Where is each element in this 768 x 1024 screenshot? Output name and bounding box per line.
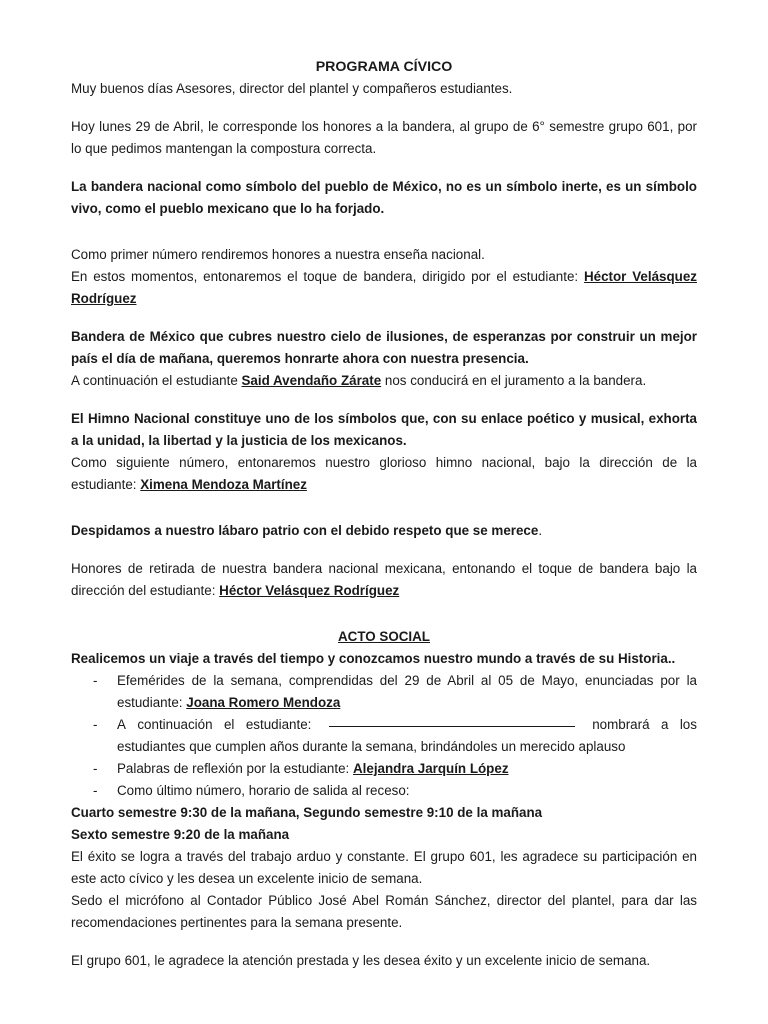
- greeting-paragraph: Muy buenos días Asesores, director del plantel y compañeros estudiantes.: [71, 81, 513, 96]
- horario-line-2: Sexto semestre 9:20 de la mañana: [71, 827, 290, 842]
- exito-paragraph: El éxito se logra a través del trabajo arduo y constante. El grupo 601, les agradece su participación en este acto cívico y les desea un excelente inicio de semana.: [71, 849, 697, 886]
- viaje-paragraph: Realicemos un viaje a través del tiempo y conozcamos nuestro mundo a través de su Historia..: [71, 651, 676, 666]
- reflexion-student-name: Alejandra Jarquín López: [353, 761, 509, 776]
- bandera-poem-paragraph: Bandera de México que cubres nuestro cielo de ilusiones, de esperanzas por construir un mejor país el día de mañana, queremos honrarte ahora con nuestra presencia.: [71, 329, 697, 366]
- cumpleanos-word: a: [660, 717, 669, 732]
- receso-text: Como último número, horario de salida al receso:: [117, 783, 410, 798]
- first-number-paragraph: Como primer número rendiremos honores a nuestra enseña nacional.: [71, 247, 485, 262]
- juramento-post-text: nos conducirá en el juramento a la bandera.: [384, 373, 647, 388]
- despedida-paragraph: [71, 520, 697, 542]
- microfono-paragraph: Sedo el micrófono al Contador Público José Abel Román Sánchez, director del plantel, para dar las recomendaciones pertinentes para la semana presente.: [71, 893, 697, 930]
- himno-direction-paragraph: [71, 452, 697, 496]
- list-item: [71, 714, 697, 758]
- acto-social-list: [71, 670, 697, 802]
- cumpleanos-word: los: [679, 717, 697, 732]
- cierre-paragraph: El grupo 601, le agradece la atención prestada y les desea éxito y un excelente inicio de semana.: [71, 953, 651, 968]
- retirada-paragraph: [71, 558, 697, 602]
- reflexion-text: Palabras de reflexión por la estudiante:: [117, 761, 350, 776]
- retirada-text: Honores de retirada de nuestra bandera nacional mexicana, entonando el toque de bandera bajo la dirección del estudiante:: [71, 561, 697, 598]
- toque-student-name: Héctor Velásquez Rodríguez: [71, 269, 697, 306]
- student-name-blank: [329, 714, 575, 727]
- list-item: [71, 670, 697, 714]
- retirada-student-name: Héctor Velásquez Rodríguez: [219, 583, 400, 598]
- cumpleanos-word: - A: [117, 717, 126, 732]
- juramento-paragraph: [71, 370, 697, 392]
- cumpleanos-first-line: [117, 714, 697, 736]
- horario-line-1: Cuarto semestre 9:30 de la mañana, Segundo semestre 9:10 de la mañana: [71, 805, 543, 820]
- cumpleanos-word: continuación: [137, 717, 213, 732]
- juramento-pre-text: A continuación el estudiante: [71, 373, 238, 388]
- despedida-text: Despidamos a nuestro lábaro patrio con el debido respeto que se merece: [71, 523, 539, 538]
- toque-text: En estos momentos, entonaremos el toque de bandera, dirigido por el estudiante:: [71, 269, 579, 284]
- list-item: [71, 780, 697, 802]
- cumpleanos-second-line: estudiantes que cumplen años durante la semana, brindándoles un merecido aplauso: [117, 739, 626, 754]
- himno-paragraph: El Himno Nacional constituye uno de los símbolos que, con su enlace poético y musical, exhorta a la unidad, la libertad y la justicia de los mexicanos.: [71, 411, 697, 448]
- toque-paragraph: [71, 266, 697, 310]
- document-body: [71, 56, 697, 972]
- document-title: PROGRAMA CÍVICO: [315, 59, 453, 75]
- cumpleanos-word: estudiante:: [245, 717, 312, 732]
- juramento-student-name: Said Avendaño Zárate: [241, 373, 382, 388]
- despedida-period: .: [538, 523, 543, 538]
- acto-social-title: ACTO SOCIAL: [337, 629, 430, 644]
- efemerides-text: Efemérides de la semana, comprendidas del 29 de Abril al 05 de Mayo, enunciadas por la estudiante:: [117, 673, 697, 710]
- intro-paragraph: Hoy lunes 29 de Abril, le corresponde los honores a la bandera, al grupo de 6° semestre grupo 601, por lo que pedimos mantengan la compostura correcta.: [71, 119, 697, 156]
- cumpleanos-word: nombrará: [592, 717, 650, 732]
- efemerides-student-name: Joana Romero Mendoza: [186, 695, 341, 710]
- himno-direction-text: Como siguiente número, entonaremos nuestro glorioso himno nacional, bajo la dirección de la estudiante:: [71, 455, 697, 492]
- himno-student-name: Ximena Mendoza Martínez: [140, 477, 307, 492]
- flag-symbol-paragraph: La bandera nacional como símbolo del pueblo de México, no es un símbolo inerte, es un símbolo vivo, como el pueblo mexicano que lo ha forjado.: [71, 179, 697, 216]
- list-item: [71, 758, 697, 780]
- cumpleanos-word: el: [223, 717, 235, 732]
